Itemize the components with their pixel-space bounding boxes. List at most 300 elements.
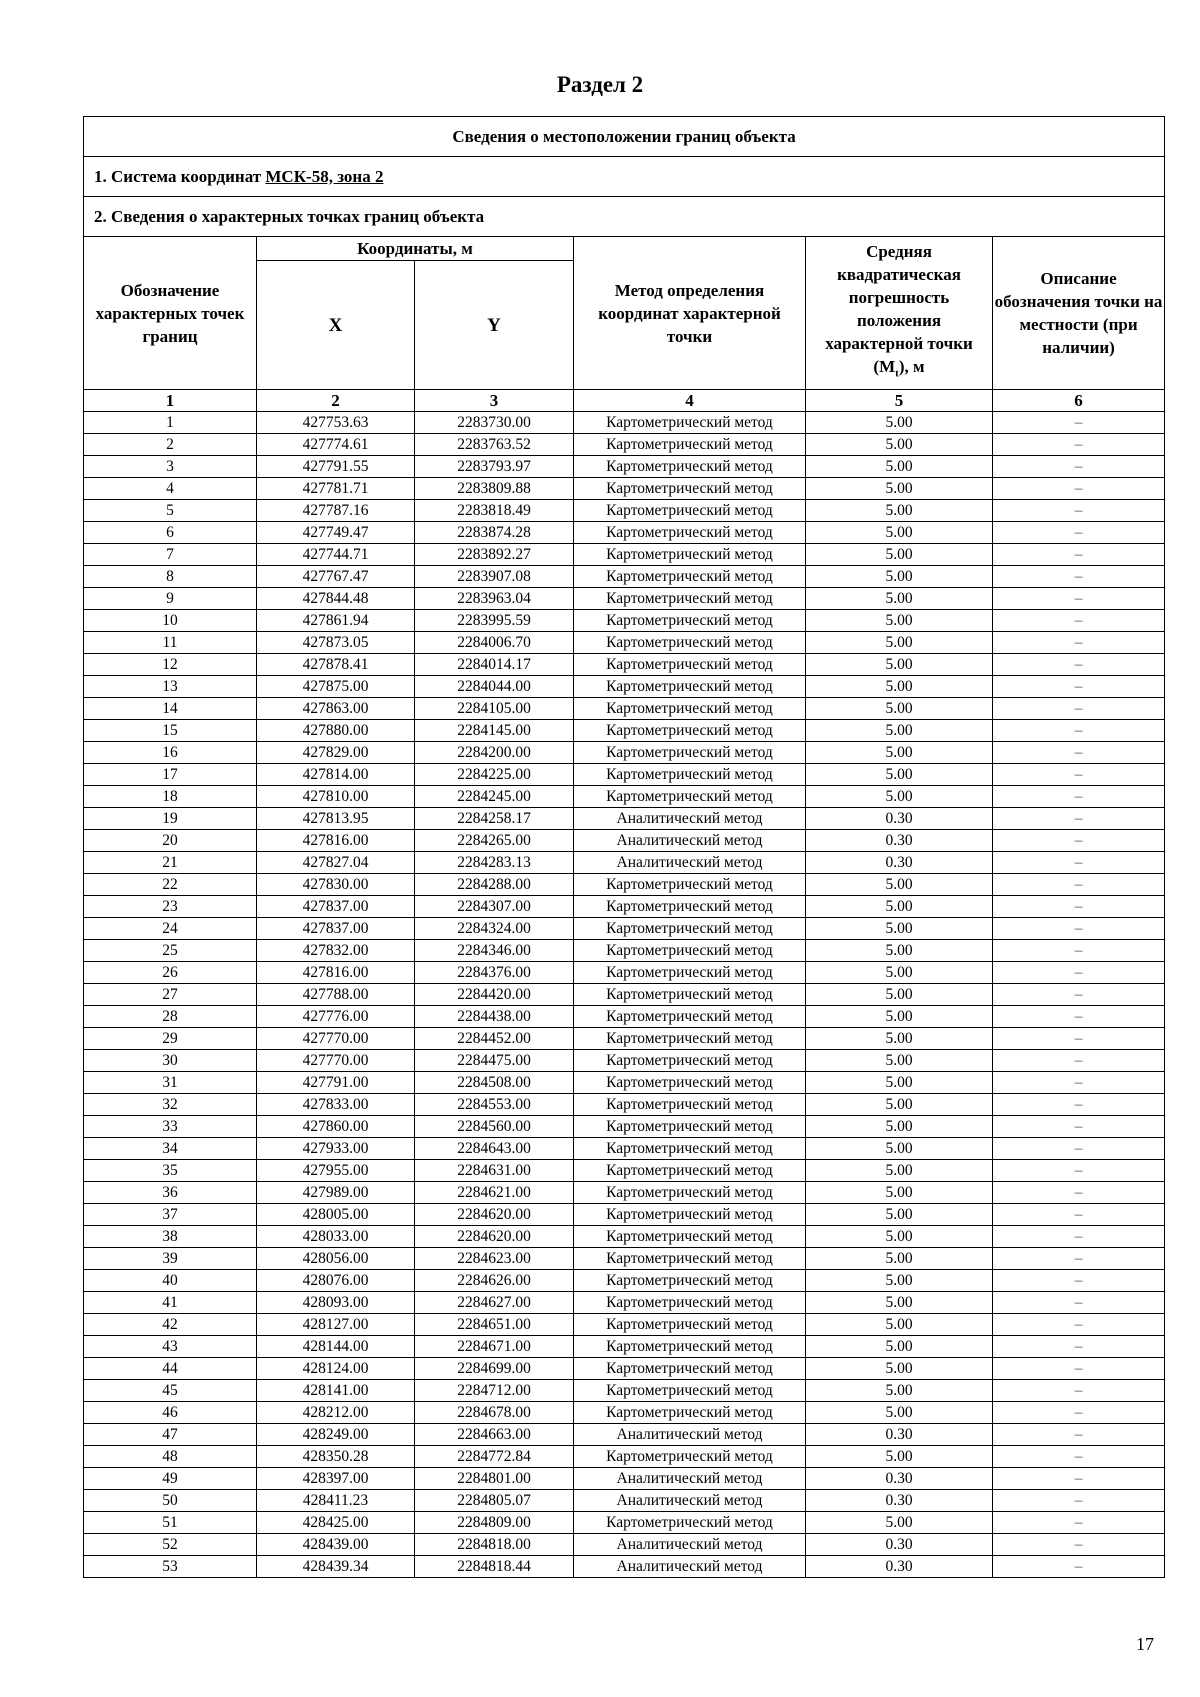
table-row: [84, 874, 1165, 896]
method-cell: Картометрический метод: [574, 588, 806, 610]
y-cell: 2284712.00: [415, 1380, 574, 1402]
point-id-cell: 40: [84, 1270, 257, 1292]
error-cell: 5.00: [806, 632, 993, 654]
x-cell: 427749.47: [257, 522, 415, 544]
point-id-cell: 14: [84, 698, 257, 720]
y-cell: 2284145.00: [415, 720, 574, 742]
point-id-cell: 22: [84, 874, 257, 896]
y-cell: 2284809.00: [415, 1512, 574, 1534]
table-row: [84, 698, 1165, 720]
table-row: [84, 852, 1165, 874]
table-body: [84, 412, 1165, 1578]
y-cell: 2283763.52: [415, 434, 574, 456]
x-cell: 428212.00: [257, 1402, 415, 1424]
table-row: [84, 1380, 1165, 1402]
x-cell: 427767.47: [257, 566, 415, 588]
description-cell: –: [993, 478, 1165, 500]
error-cell: 5.00: [806, 1358, 993, 1380]
y-cell: 2284307.00: [415, 896, 574, 918]
error-cell: 5.00: [806, 654, 993, 676]
y-cell: 2284324.00: [415, 918, 574, 940]
table-row: [84, 984, 1165, 1006]
error-cell: 5.00: [806, 1204, 993, 1226]
point-id-cell: 13: [84, 676, 257, 698]
y-cell: 2283874.28: [415, 522, 574, 544]
x-cell: 428397.00: [257, 1468, 415, 1490]
x-cell: 428425.00: [257, 1512, 415, 1534]
y-cell: 2284631.00: [415, 1160, 574, 1182]
y-cell: 2284626.00: [415, 1270, 574, 1292]
method-cell: Картометрический метод: [574, 412, 806, 434]
y-cell: 2284105.00: [415, 698, 574, 720]
x-cell: 427816.00: [257, 830, 415, 852]
error-cell: 0.30: [806, 852, 993, 874]
description-cell: –: [993, 698, 1165, 720]
x-cell: 427791.55: [257, 456, 415, 478]
table-row: [84, 808, 1165, 830]
method-cell: Картометрический метод: [574, 786, 806, 808]
method-cell: Картометрический метод: [574, 1028, 806, 1050]
point-id-cell: 27: [84, 984, 257, 1006]
point-id-cell: 7: [84, 544, 257, 566]
error-cell: 5.00: [806, 610, 993, 632]
table-row: [84, 896, 1165, 918]
x-cell: 427832.00: [257, 940, 415, 962]
y-cell: 2283907.08: [415, 566, 574, 588]
point-id-cell: 52: [84, 1534, 257, 1556]
point-id-cell: 11: [84, 632, 257, 654]
point-id-cell: 10: [84, 610, 257, 632]
x-cell: 427863.00: [257, 698, 415, 720]
point-id-cell: 3: [84, 456, 257, 478]
x-cell: 428249.00: [257, 1424, 415, 1446]
table-row: [84, 1468, 1165, 1490]
description-cell: –: [993, 1226, 1165, 1248]
x-cell: 427774.61: [257, 434, 415, 456]
y-cell: 2284553.00: [415, 1094, 574, 1116]
y-cell: 2284475.00: [415, 1050, 574, 1072]
error-cell: 5.00: [806, 588, 993, 610]
description-cell: –: [993, 588, 1165, 610]
column-number: 5: [806, 390, 993, 412]
error-cell: 5.00: [806, 500, 993, 522]
method-cell: Картометрический метод: [574, 1116, 806, 1138]
error-cell: 5.00: [806, 456, 993, 478]
point-id-cell: 23: [84, 896, 257, 918]
method-cell: Картометрический метод: [574, 1292, 806, 1314]
point-id-cell: 26: [84, 962, 257, 984]
method-cell: Картометрический метод: [574, 566, 806, 588]
error-cell: 5.00: [806, 1248, 993, 1270]
description-cell: –: [993, 1358, 1165, 1380]
method-cell: Картометрический метод: [574, 984, 806, 1006]
section-title: Раздел 2: [556, 72, 644, 97]
error-cell: 5.00: [806, 676, 993, 698]
y-cell: 2284452.00: [415, 1028, 574, 1050]
method-cell: Картометрический метод: [574, 1380, 806, 1402]
y-cell: 2284671.00: [415, 1336, 574, 1358]
y-cell: 2284283.13: [415, 852, 574, 874]
method-cell: Картометрический метод: [574, 874, 806, 896]
error-cell: 5.00: [806, 1314, 993, 1336]
y-cell: 2283730.00: [415, 412, 574, 434]
point-id-cell: 36: [84, 1182, 257, 1204]
table-row: [84, 632, 1165, 654]
table-row: [84, 1292, 1165, 1314]
description-cell: –: [993, 962, 1165, 984]
x-cell: 427776.00: [257, 1006, 415, 1028]
error-cell: 5.00: [806, 1072, 993, 1094]
x-cell: 427753.63: [257, 412, 415, 434]
y-cell: 2284620.00: [415, 1226, 574, 1248]
description-cell: –: [993, 896, 1165, 918]
column-number: 3: [415, 390, 574, 412]
method-cell: Картометрический метод: [574, 632, 806, 654]
method-cell: Картометрический метод: [574, 1072, 806, 1094]
error-cell: 5.00: [806, 1226, 993, 1248]
x-cell: 427814.00: [257, 764, 415, 786]
x-cell: 427781.71: [257, 478, 415, 500]
error-cell: 0.30: [806, 1424, 993, 1446]
point-id-cell: 19: [84, 808, 257, 830]
table-row: [84, 478, 1165, 500]
description-cell: –: [993, 1292, 1165, 1314]
y-cell: 2284265.00: [415, 830, 574, 852]
method-cell: Картометрический метод: [574, 720, 806, 742]
method-cell: Картометрический метод: [574, 1336, 806, 1358]
table-row: [84, 1314, 1165, 1336]
description-cell: –: [993, 412, 1165, 434]
method-cell: Картометрический метод: [574, 1226, 806, 1248]
method-cell: Картометрический метод: [574, 1512, 806, 1534]
description-cell: –: [993, 1094, 1165, 1116]
point-id-cell: 4: [84, 478, 257, 500]
y-cell: 2283995.59: [415, 610, 574, 632]
method-cell: Картометрический метод: [574, 1314, 806, 1336]
error-cell: 5.00: [806, 1182, 993, 1204]
y-cell: 2284699.00: [415, 1358, 574, 1380]
x-cell: 427955.00: [257, 1160, 415, 1182]
table-row: [84, 830, 1165, 852]
table-row: [84, 764, 1165, 786]
description-cell: –: [993, 1314, 1165, 1336]
table-row: [84, 1072, 1165, 1094]
method-cell: Картометрический метод: [574, 764, 806, 786]
table-row: [84, 1490, 1165, 1512]
x-cell: 428350.28: [257, 1446, 415, 1468]
description-cell: –: [993, 654, 1165, 676]
x-cell: 427829.00: [257, 742, 415, 764]
point-id-cell: 20: [84, 830, 257, 852]
error-cell: 5.00: [806, 1446, 993, 1468]
y-cell: 2284643.00: [415, 1138, 574, 1160]
x-cell: 427933.00: [257, 1138, 415, 1160]
x-cell: 427770.00: [257, 1050, 415, 1072]
y-cell: 2284346.00: [415, 940, 574, 962]
point-id-cell: 47: [84, 1424, 257, 1446]
header-point-designation: Обозначение характерных точек границ: [84, 237, 257, 390]
x-cell: 428005.00: [257, 1204, 415, 1226]
point-id-cell: 28: [84, 1006, 257, 1028]
table-row: [84, 720, 1165, 742]
description-cell: –: [993, 1160, 1165, 1182]
table-row: [84, 412, 1165, 434]
method-cell: Картометрический метод: [574, 1446, 806, 1468]
point-id-cell: 42: [84, 1314, 257, 1336]
header-y: Y: [415, 261, 574, 390]
method-cell: Картометрический метод: [574, 1248, 806, 1270]
header-error: [806, 237, 993, 390]
error-cell: 5.00: [806, 1512, 993, 1534]
method-cell: Картометрический метод: [574, 1138, 806, 1160]
table-row: [84, 456, 1165, 478]
description-cell: –: [993, 1182, 1165, 1204]
description-cell: –: [993, 1380, 1165, 1402]
error-cell: 5.00: [806, 412, 993, 434]
error-cell: 5.00: [806, 1270, 993, 1292]
description-cell: –: [993, 1006, 1165, 1028]
y-cell: 2284663.00: [415, 1424, 574, 1446]
x-cell: 427813.95: [257, 808, 415, 830]
point-id-cell: 34: [84, 1138, 257, 1160]
error-cell: 5.00: [806, 1028, 993, 1050]
point-id-cell: 39: [84, 1248, 257, 1270]
y-cell: 2284006.70: [415, 632, 574, 654]
y-cell: 2284225.00: [415, 764, 574, 786]
y-cell: 2284200.00: [415, 742, 574, 764]
x-cell: 428439.34: [257, 1556, 415, 1578]
error-cell: 5.00: [806, 874, 993, 896]
description-cell: –: [993, 1534, 1165, 1556]
description-cell: –: [993, 1468, 1165, 1490]
point-id-cell: 31: [84, 1072, 257, 1094]
description-cell: –: [993, 676, 1165, 698]
error-cell: 5.00: [806, 764, 993, 786]
point-id-cell: 51: [84, 1512, 257, 1534]
method-cell: Картометрический метод: [574, 676, 806, 698]
table-row: [84, 1182, 1165, 1204]
x-cell: 427875.00: [257, 676, 415, 698]
method-cell: Аналитический метод: [574, 1468, 806, 1490]
x-cell: 428056.00: [257, 1248, 415, 1270]
method-cell: Картометрический метод: [574, 1006, 806, 1028]
method-cell: Картометрический метод: [574, 742, 806, 764]
method-cell: Картометрический метод: [574, 522, 806, 544]
point-id-cell: 24: [84, 918, 257, 940]
description-cell: –: [993, 874, 1165, 896]
method-cell: Картометрический метод: [574, 1050, 806, 1072]
point-id-cell: 37: [84, 1204, 257, 1226]
table-row: [84, 1204, 1165, 1226]
y-cell: 2284801.00: [415, 1468, 574, 1490]
method-cell: Картометрический метод: [574, 544, 806, 566]
y-cell: 2283892.27: [415, 544, 574, 566]
point-id-cell: 6: [84, 522, 257, 544]
x-cell: 427788.00: [257, 984, 415, 1006]
method-cell: Картометрический метод: [574, 1270, 806, 1292]
table-row: [84, 1358, 1165, 1380]
point-id-cell: 25: [84, 940, 257, 962]
description-cell: –: [993, 720, 1165, 742]
method-cell: Аналитический метод: [574, 808, 806, 830]
description-cell: –: [993, 610, 1165, 632]
error-cell: 5.00: [806, 1160, 993, 1182]
table-caption: Сведения о местоположении границ объекта: [84, 117, 1165, 157]
y-cell: 2284014.17: [415, 654, 574, 676]
error-cell: 5.00: [806, 940, 993, 962]
point-id-cell: 1: [84, 412, 257, 434]
description-cell: –: [993, 1248, 1165, 1270]
x-cell: 427861.94: [257, 610, 415, 632]
description-cell: –: [993, 1270, 1165, 1292]
description-cell: –: [993, 566, 1165, 588]
y-cell: 2284044.00: [415, 676, 574, 698]
x-cell: 428411.23: [257, 1490, 415, 1512]
table-row: [84, 1116, 1165, 1138]
x-cell: 427787.16: [257, 500, 415, 522]
x-cell: 427880.00: [257, 720, 415, 742]
method-cell: Картометрический метод: [574, 1358, 806, 1380]
y-cell: 2284651.00: [415, 1314, 574, 1336]
description-cell: –: [993, 1336, 1165, 1358]
point-id-cell: 43: [84, 1336, 257, 1358]
description-cell: –: [993, 1116, 1165, 1138]
table-row: [84, 1402, 1165, 1424]
header-method: Метод определения координат характерной точки: [574, 237, 806, 390]
y-cell: 2284620.00: [415, 1204, 574, 1226]
error-cell: 5.00: [806, 698, 993, 720]
y-cell: 2284288.00: [415, 874, 574, 896]
x-cell: 428439.00: [257, 1534, 415, 1556]
error-cell: 5.00: [806, 478, 993, 500]
point-id-cell: 35: [84, 1160, 257, 1182]
x-cell: 427873.05: [257, 632, 415, 654]
description-cell: –: [993, 1204, 1165, 1226]
table-row: [84, 1534, 1165, 1556]
point-id-cell: 48: [84, 1446, 257, 1468]
description-cell: –: [993, 852, 1165, 874]
x-cell: 427744.71: [257, 544, 415, 566]
table-row: [84, 1336, 1165, 1358]
method-cell: Картометрический метод: [574, 1094, 806, 1116]
point-id-cell: 2: [84, 434, 257, 456]
method-cell: Картометрический метод: [574, 918, 806, 940]
table-row: [84, 1138, 1165, 1160]
y-cell: 2284818.00: [415, 1534, 574, 1556]
error-cell: 5.00: [806, 1138, 993, 1160]
y-cell: 2284438.00: [415, 1006, 574, 1028]
y-cell: 2284258.17: [415, 808, 574, 830]
point-id-cell: 5: [84, 500, 257, 522]
y-cell: 2284376.00: [415, 962, 574, 984]
header-error-text: Средняя квадратическая погрешность положения характерной точки $(M_t)$, м: [825, 242, 973, 380]
column-number: 6: [993, 390, 1165, 412]
description-cell: –: [993, 918, 1165, 940]
point-id-cell: 16: [84, 742, 257, 764]
table-row: [84, 610, 1165, 632]
y-cell: 2284420.00: [415, 984, 574, 1006]
y-cell: 2284621.00: [415, 1182, 574, 1204]
x-cell: 427827.04: [257, 852, 415, 874]
description-cell: –: [993, 830, 1165, 852]
point-id-cell: 9: [84, 588, 257, 610]
y-cell: 2284623.00: [415, 1248, 574, 1270]
table-row: [84, 654, 1165, 676]
point-id-cell: 41: [84, 1292, 257, 1314]
table-row: [84, 940, 1165, 962]
error-cell: 5.00: [806, 1402, 993, 1424]
method-cell: Аналитический метод: [574, 1424, 806, 1446]
description-cell: –: [993, 500, 1165, 522]
point-id-cell: 38: [84, 1226, 257, 1248]
method-cell: Картометрический метод: [574, 1160, 806, 1182]
error-cell: 5.00: [806, 1336, 993, 1358]
table-row: [84, 1446, 1165, 1468]
coord-system-line: [84, 157, 1165, 197]
x-cell: 427770.00: [257, 1028, 415, 1050]
method-cell: Картометрический метод: [574, 962, 806, 984]
point-id-cell: 30: [84, 1050, 257, 1072]
method-cell: Картометрический метод: [574, 456, 806, 478]
x-cell: 428033.00: [257, 1226, 415, 1248]
table-row: [84, 588, 1165, 610]
description-cell: –: [993, 1446, 1165, 1468]
error-cell: 5.00: [806, 1292, 993, 1314]
description-cell: –: [993, 522, 1165, 544]
table-row: [84, 918, 1165, 940]
method-cell: Аналитический метод: [574, 1490, 806, 1512]
method-cell: Картометрический метод: [574, 434, 806, 456]
y-cell: 2284805.07: [415, 1490, 574, 1512]
error-cell: 5.00: [806, 742, 993, 764]
table-row: [84, 1028, 1165, 1050]
description-cell: –: [993, 808, 1165, 830]
description-cell: –: [993, 456, 1165, 478]
error-cell: 0.30: [806, 1468, 993, 1490]
description-cell: –: [993, 984, 1165, 1006]
error-cell: 5.00: [806, 544, 993, 566]
x-cell: 428127.00: [257, 1314, 415, 1336]
y-cell: 2283818.49: [415, 500, 574, 522]
coord-system-value: МСК-58, зона 2: [265, 166, 384, 186]
error-cell: 5.00: [806, 1116, 993, 1138]
error-cell: 5.00: [806, 896, 993, 918]
points-heading: 2. Сведения о характерных точках границ объекта: [84, 197, 1165, 237]
x-cell: 427837.00: [257, 918, 415, 940]
description-cell: –: [993, 1072, 1165, 1094]
x-cell: 427810.00: [257, 786, 415, 808]
table-row: [84, 434, 1165, 456]
error-cell: 5.00: [806, 1050, 993, 1072]
table-row: [84, 522, 1165, 544]
table-row: [84, 786, 1165, 808]
description-cell: –: [993, 1490, 1165, 1512]
error-cell: 5.00: [806, 522, 993, 544]
description-cell: –: [993, 1512, 1165, 1534]
description-cell: –: [993, 1050, 1165, 1072]
table-row: [84, 1094, 1165, 1116]
y-cell: 2283963.04: [415, 588, 574, 610]
x-cell: 427860.00: [257, 1116, 415, 1138]
method-cell: Аналитический метод: [574, 1556, 806, 1578]
error-cell: 5.00: [806, 1006, 993, 1028]
column-number: 1: [84, 390, 257, 412]
header-description: Описание обозначения точки на местности (при наличии): [993, 237, 1165, 390]
error-cell: 0.30: [806, 830, 993, 852]
description-cell: –: [993, 940, 1165, 962]
x-cell: 428076.00: [257, 1270, 415, 1292]
error-cell: 0.30: [806, 1490, 993, 1512]
